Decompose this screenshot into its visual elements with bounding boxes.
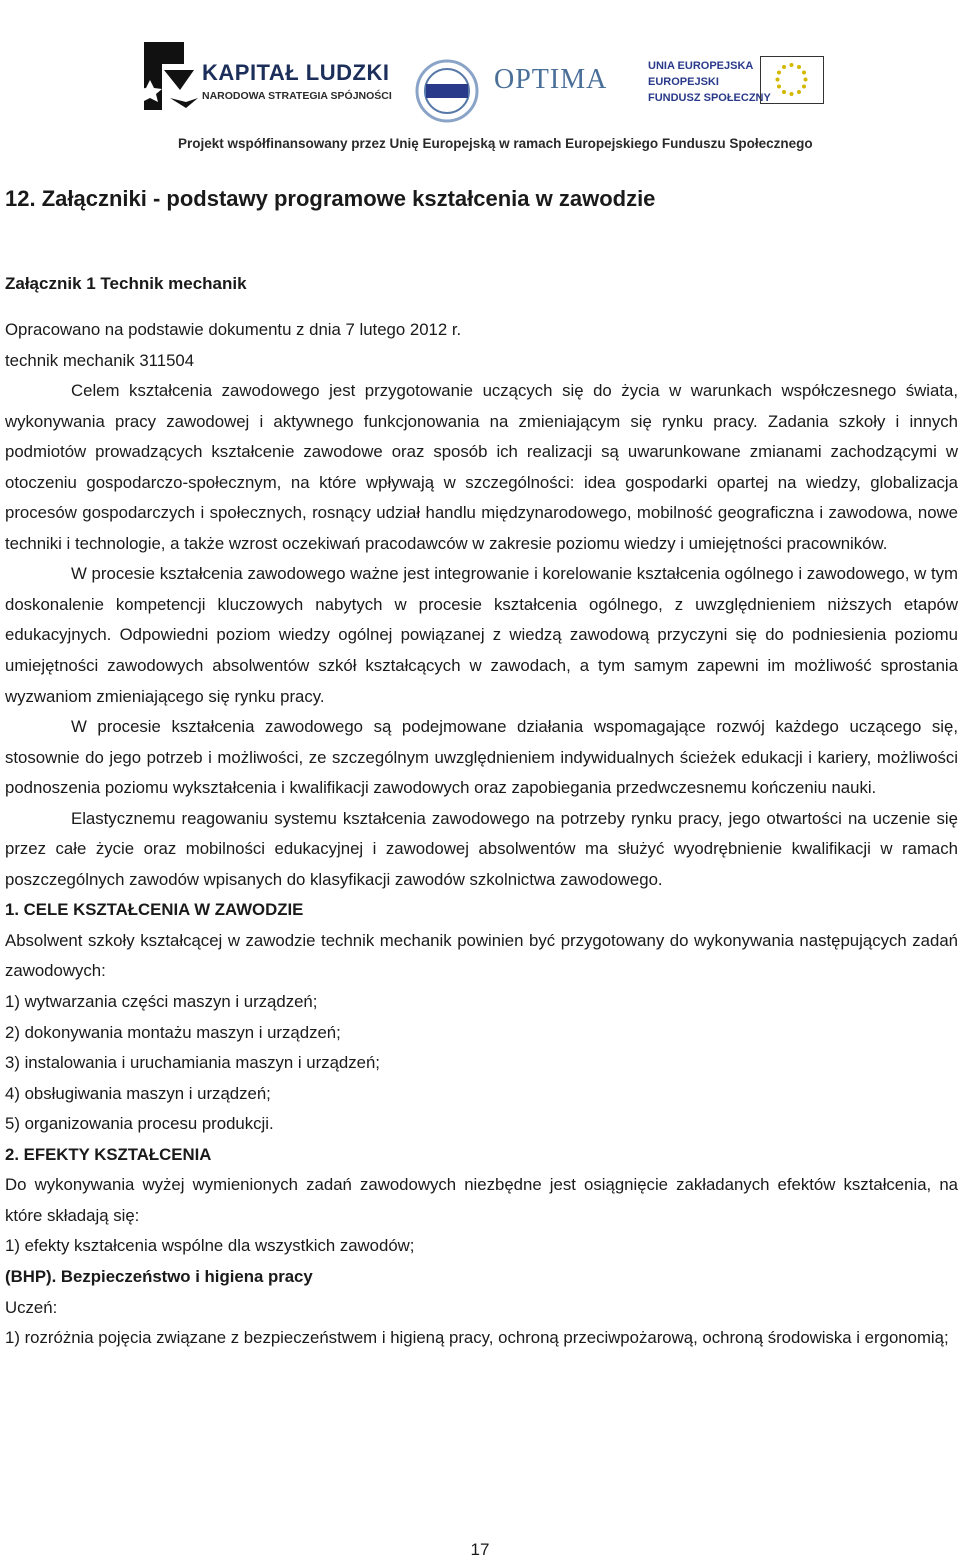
fodn-emblem-icon xyxy=(412,56,482,126)
list-item: 1) efekty kształcenia wspólne dla wszystkich zawodów; xyxy=(5,1236,415,1256)
section-1-intro: Absolwent szkoły kształcącej w zawodzie technik mechanik powinien być przygotowany do wykonywania następujących zadań zawodowych: xyxy=(5,930,958,981)
section-2-intro: Do wykonywania wyżej wymienionych zadań zawodowych niezbędne jest osiągnięcie zakładanych efektów kształcenia, na które składają się: xyxy=(5,1175,958,1225)
list-item: 3) instalowania i uruchamiania maszyn i urządzeń; xyxy=(5,1053,380,1073)
kapital-ludzki-title: KAPITAŁ LUDZKI xyxy=(202,60,390,85)
list-item: 1) wytwarzania części maszyn i urządzeń; xyxy=(5,992,318,1012)
profession-code: technik mechanik 311504 xyxy=(5,350,195,370)
paragraph-2: W procesie kształcenia zawodowego ważne jest integrowanie i korelowanie kształcenia ogólnego i zawodowego, w tym doskonalenie kompetencji kluczowych nabytych w procesie kształcenia ogólnego, z uwzględnieniem niższych etapów edukacyjnych. Odpowiedni poziom wiedzy ogólnej powiązanej z wiedzą zawodową przyczyni się do podniesienia poziomu umiejętności zawodowych absolwentów szkół kształcących w zawodach, a tym samym zapewni im możliwość sprostania wyzwaniom zmieniającego się rynku pracy. xyxy=(5,564,958,706)
kapital-ludzki-subtitle: NARODOWA STRATEGIA SPÓJNOŚCI xyxy=(202,90,392,102)
document-content xyxy=(5,184,958,1348)
kapital-ludzki-logo xyxy=(140,40,390,120)
list-item: 2) dokonywania montażu maszyn i urządzeń; xyxy=(5,1022,341,1042)
paragraph-4: Elastycznemu reagowaniu systemu kształcenia zawodowego na potrzeby rynku pracy, jego otwartości na uczenie się przez całe życie oraz mobilności edukacyjnej i zawodowej absolwentów ma służyć wyodrębnienie kwalifikacji w ramach poszczególnych zawodów wpisanych do klasyfikacji zawodów szkolnictwa zawodowego. xyxy=(5,808,958,889)
page-header xyxy=(0,30,960,162)
page-title: 12. Załączniki - podstawy programowe kształcenia w zawodzie xyxy=(5,186,656,211)
header-caption: Projekt współfinansowany przez Unię Europejską w ramach Europejskiego Funduszu Społecznego xyxy=(178,136,813,151)
annex-subheading: Załącznik 1 Technik mechanik xyxy=(5,274,247,293)
source-note: Opracowano na podstawie dokumentu z dnia 7 lutego 2012 r. xyxy=(5,320,462,339)
section-1-title: 1. CELE KSZTAŁCENIA W ZAWODZIE xyxy=(5,900,304,920)
fodn-logo xyxy=(412,56,482,126)
student-label: Uczeń: xyxy=(5,1297,58,1317)
bhp-title: (BHP). Bezpieczeństwo i higiena pracy xyxy=(5,1266,313,1286)
section-2-title: 2. EFEKTY KSZTAŁCENIA xyxy=(5,1144,212,1164)
list-item: 5) organizowania procesu produkcji. xyxy=(5,1114,274,1134)
optima-logo: OPTIMA xyxy=(494,64,608,95)
kapital-ludzki-emblem-icon xyxy=(140,40,200,112)
list-item: 1) rozróżnia pojęcia związane z bezpieczeństwem i higieną pracy, ochroną przeciwpożarową, ochroną środowiska i ergonomią; xyxy=(5,1328,949,1348)
eu-flag-icon xyxy=(760,56,824,104)
page-number: 17 xyxy=(470,1540,490,1559)
document-body xyxy=(5,315,958,1354)
paragraph-1: Celem kształcenia zawodowego jest przygotowanie uczących się do życia w warunkach współczesnego świata, wykonywania pracy zawodowej i aktywnego funkcjonowania na zmieniającym się rynku pracy. Zadania szkoły i innych podmiotów prowadzących kształcenie zawodowe oraz sposób ich realizacji są uwarunkowane zmianami zachodzącymi w otoczeniu gospodarczo-społecznym, na które wpływają w szczególności: idea gospodarki opartej na wiedzy, globalizacja procesów gospodarczych i społecznych, rosnący udział handlu międzynarodowego, mobilność geograficzna i zawodowa, nowe techniki i technologie, a także wzrost oczekiwań pracodawców w zakresie poziomu wiedzy i umiejętności pracowników. xyxy=(5,381,958,553)
eu-logo-line2: EUROPEJSKI xyxy=(648,76,719,88)
eu-logo-line1: UNIA EUROPEJSKA xyxy=(648,60,754,72)
paragraph-3: W procesie kształcenia zawodowego są podejmowane działania wspomagające rozwój każdego uczącego się, stosownie do jego potrzeb i możliwości, ze szczególnym uwzględnieniem indywidualnych ścieżek edukacji i kariery, możliwości podnoszenia poziomu wykształcenia i kwalifikacji zawodowych oraz zapobiegania przedwczesnemu kończeniu nauki. xyxy=(5,717,958,798)
eu-logo-line3: FUNDUSZ SPOŁECZNY xyxy=(648,92,771,104)
eu-logo xyxy=(620,54,830,114)
list-item: 4) obsługiwania maszyn i urządzeń; xyxy=(5,1083,271,1103)
